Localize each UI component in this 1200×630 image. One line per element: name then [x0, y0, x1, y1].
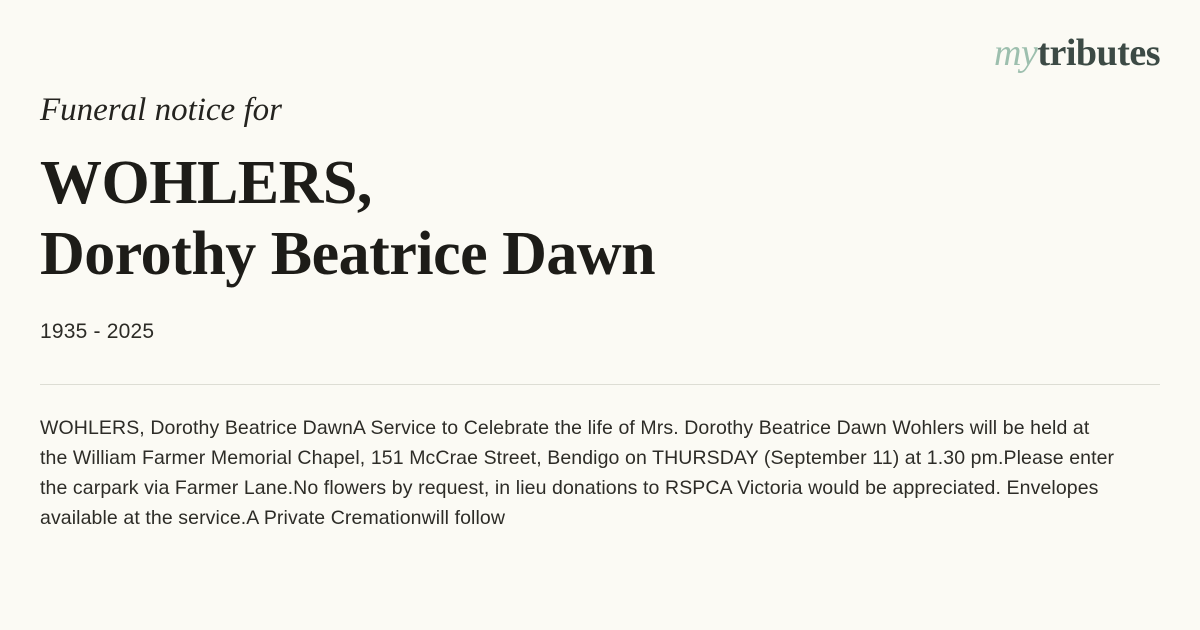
logo-text-my: my — [994, 32, 1038, 74]
title-surname: WOHLERS, — [40, 149, 372, 218]
page-title — [40, 148, 940, 289]
title-given-names: Dorothy Beatrice Dawn — [40, 219, 656, 288]
logo-text-tributes: tributes — [1037, 32, 1160, 74]
life-years: 1935 - 2025 — [40, 319, 155, 343]
mytributes-logo[interactable] — [994, 34, 1160, 72]
section-divider — [40, 384, 1160, 385]
notice-body-text: WOHLERS, Dorothy Beatrice DawnA Service to Celebrate the life of Mrs. Dorothy Beatrice Dawn Wohlers will be held at the William Farmer Memorial Chapel, 151 McCrae Street, Bendigo on THURSDAY (September 11) at 1.30 pm.Please enter the carpark via Farmer Lane.No flowers by request, in lieu donations to RSPCA Victoria would be appreciated. Envelopes available at the service.A Private Cremationwill follow — [40, 416, 1115, 530]
notice-eyebrow: Funeral notice for — [40, 92, 282, 128]
